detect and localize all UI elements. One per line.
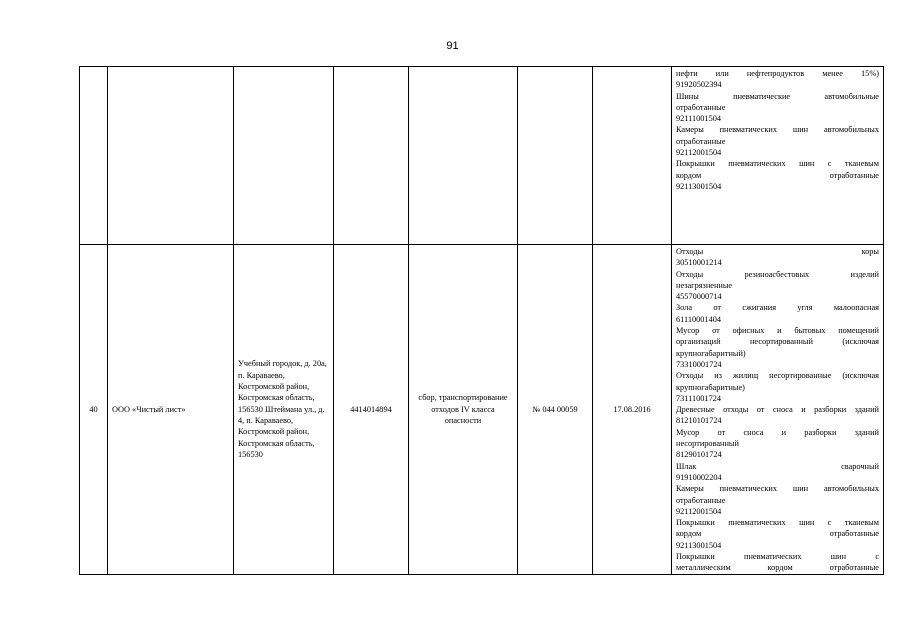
waste-line: Мусор от офисных и бытовых помещений [676,326,879,336]
waste-line: 92113001504 [676,540,722,550]
waste-line: организаций несортированный (исключая [676,337,879,347]
waste-line: крупногабаритные) [676,382,745,392]
waste-line: Камеры пневматических шин автомобильных [676,484,879,494]
waste-line: Покрышки пневматических шин с тканевым [676,518,879,528]
address-cell: Учебный городок, д. 20а, п. Караваево, Костромской район, Костромская область, 156530 Штеймана ул., д. 4, п. Караваево, Костромской район, Костромская область, 156530 [234,245,334,575]
waste-line: 30510001214 [676,258,722,268]
address-cell [234,67,334,245]
row-number-cell: 40 [80,245,108,575]
waste-line: Покрышки пневматических шин с [676,552,879,562]
waste-line: Отходы резиноасбестовых изделий [676,269,879,279]
waste-line: кордом отработанные [676,529,879,539]
waste-line: Шины пневматические автомобильные [676,91,879,101]
waste-line: 92112001504 [676,148,722,158]
date-cell [593,67,672,245]
waste-line: 73310001724 [676,359,722,369]
waste-line: 91910002204 [676,472,722,482]
waste-line: 92111001504 [676,114,722,124]
waste-line: Отходы из жилищ несортированные (исключая [676,371,879,381]
waste-line: 73111001724 [676,393,722,403]
waste-line: 91920502394 [676,80,722,90]
date-cell: 17.08.2016 [593,245,672,575]
inn-cell [334,67,409,245]
waste-line: 81210101724 [676,416,722,426]
waste-line: 92113001504 [676,181,722,191]
row-number-cell [80,67,108,245]
waste-list-cell [672,67,884,245]
organization-cell: ООО «Чистый лист» [108,245,234,575]
waste-line: отработанные [676,136,726,146]
page-number: 91 [446,40,459,52]
waste-line: несортированный [676,439,739,449]
waste-line: кордом отработанные [676,170,879,180]
waste-line: Зола от сжигания угля малоопасная [676,303,879,313]
license-cell: № 044 00059 [518,245,593,575]
table-row [80,245,884,575]
waste-line: Мусор от сноса и разборки зданий [676,427,879,437]
license-cell [518,67,593,245]
waste-line: Отходы коры [676,247,879,256]
organization-cell [108,67,234,245]
waste-line: отработанные [676,102,726,112]
inn-cell: 4414014894 [334,245,409,575]
waste-line: 45570000714 [676,292,722,302]
waste-line: Шлак сварочный [676,461,879,471]
waste-list-cell [672,245,884,575]
waste-list [676,246,879,574]
table-row [80,67,884,245]
waste-line: отработанные [676,495,726,505]
waste-line: 81290101724 [676,450,722,460]
waste-list [676,68,879,192]
waste-line: 61110001404 [676,314,722,324]
waste-line: Камеры пневматических шин автомобильных [676,125,879,135]
waste-line: Покрышки пневматических шин с тканевым [676,159,879,169]
waste-line: Древесные отходы от сноса и разборки зданий [676,405,879,415]
activity-cell [409,245,518,575]
waste-line: крупногабаритный) [676,348,746,358]
waste-line: металлическим кордом отработанные [676,563,879,573]
activity-cell [409,67,518,245]
waste-line: нефти или нефтепродуктов менее 15%) [676,69,879,78]
registry-table [79,66,884,575]
waste-line: 92112001504 [676,506,722,516]
activity-text: сбор, транспортирование отходов IV класса опасности [418,393,508,425]
waste-line: незагрязненные [676,280,733,290]
